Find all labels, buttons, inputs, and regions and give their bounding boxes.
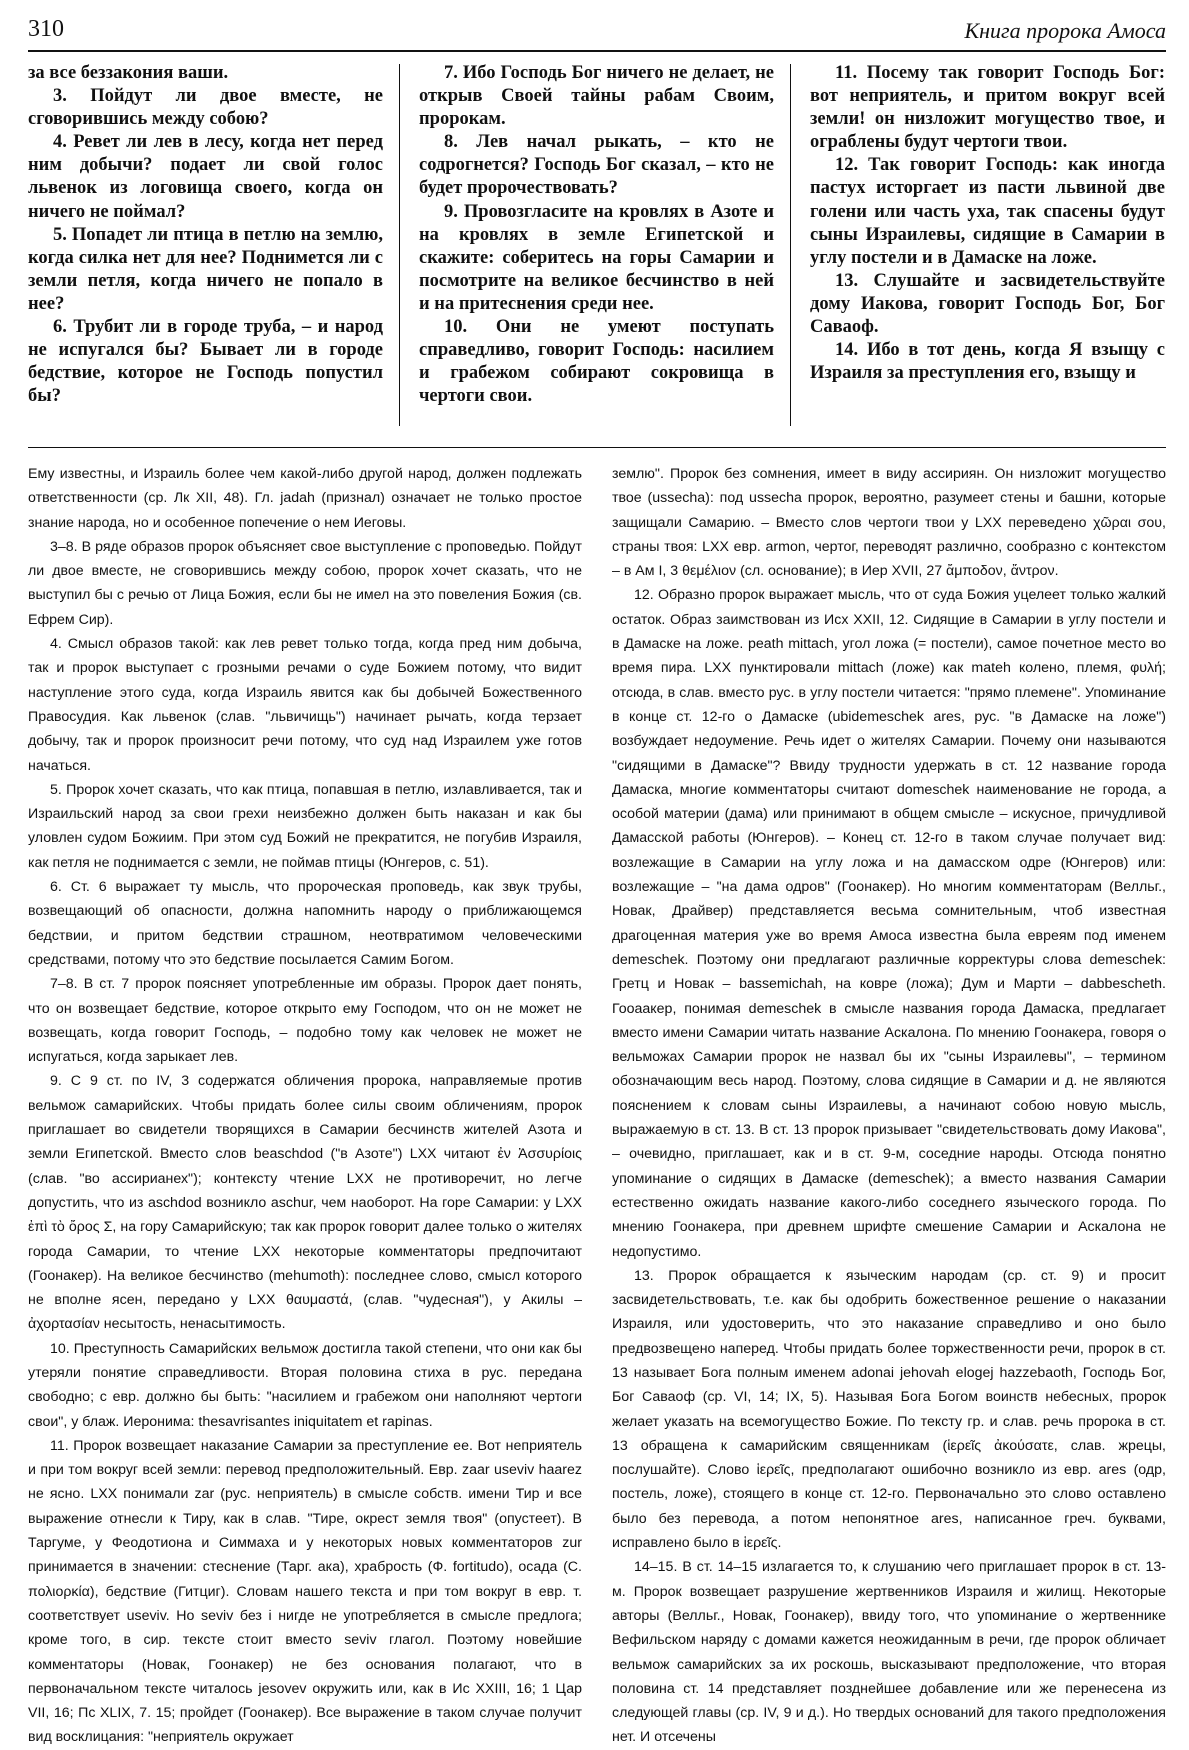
scripture-column-3: [810, 62, 1165, 385]
commentary-paragraph: землю". Пророк без сомнения, имеет в виду ассириян. Он низложит могущество твое (ussecha): под ussecha пророк, вероятно, разумеет стены и башни, которые защищали Самарию. – Вместо слов чертоги твои у LXX переведено χῶραι σου, страны твоя: LXX евр. armon, чертог, переводят различно, сообразно с контекстом – в Ам I, 3 θεμέλιον (сл. основание); в Иер XVII, 27 ἄμποδον, ἄντρον.: [612, 466, 1166, 580]
verse-11: 11. Посему так говорит Господь Бог: вот неприятель, и притом вокруг всей земли! он низложит могущество твое, и ограблены будут чертоги твои.: [810, 63, 1165, 153]
book-page: [28, 14, 1166, 1746]
verse-14: 14. Ибо в тот день, когда Я взыщу с Израиля за преступления его, взыщу и: [810, 340, 1165, 384]
column-divider: [790, 64, 791, 426]
commentary-paragraph: 9. С 9 ст. по IV, 3 содержатся обличения пророка, направляемые против вельмож самарийских. Чтобы придать более силы своим обличениям, пророк приглашает во свидетели творящихся в Самарии бесчинств жителей Азота и земли Египетской. Вместо слов beaschdod ("в Азоте") LXX читают ἐν Ἀσσυρίοις (слав. "во ассирианех"); контексту чтение LXX не противоречит, но легче допустить, что из aschdod возникло aschur, чем наоборот. На горе Самарии: у LXX ἐπὶ τὸ ὄρος Σ, на гору Самарийскую; так как пророк говорит далее только о жителях города Самарии, то чтение LXX некоторые комментаторы предпочитают (Гоонакер). На великое бесчинство (mehumoth): последнее слово, смысл которого не вполне ясен, передано у LXX θαυμαστά, (слав. "чудесная"), у Акилы – ἀχορτασίαν несытость, ненасытимость.: [28, 1073, 582, 1333]
commentary-paragraph: 6. Ст. 6 выражает ту мысль, что пророческая проповедь, как звук трубы, возвещающий об опасности, должна напомнить народу о приближающемся бедствии, и притом бедствии страшном, неотвратимом человеческими средствами, потому что это бедствие посылается Самим Богом.: [28, 879, 582, 968]
verse-7: 7. Ибо Господь Бог ничего не делает, не открыв Своей тайны рабам Своим, пророкам.: [419, 63, 774, 130]
commentary-paragraph: 10. Преступность Самарийских вельмож достигла такой степени, что они как бы утеряли понятие справедливости. Вторая половина стиха в рус. передана свободно; с евр. должно бы быть: "насилием и грабежом они наполняют чертоги свои", у блаж. Иеронима: thesavrisantes iniquitatem et rapinas.: [28, 1340, 582, 1430]
page-number: 310: [28, 16, 64, 42]
page-header: [28, 14, 1166, 52]
commentary-paragraph: 11. Пророк возвещает наказание Самарии за преступление ее. Вот неприятель и при том вокруг всей земли: перевод предположительный. Евр. zaar useviv haarez не ясно. LXX понимали zar (рус. неприятель) в смысле собств. имени Тир и все выражение отнесли к Тиру, как в слав. "Тире, окрест земля твоя" (опустеет). В Таргуме, у Феодотиона и Симмаха и у некоторых новых комментаторов zur принимается в значении: стеснение (Тарг. ака), храбрость (Ф. fortitudo), осада (С. πολιορκία), бедствие (Гитциг). Словам нашего текста и при том вокруг в евр. т. соответствует useviv. Но seviv без і нигде не употребляется в смысле предлога; кроме того, в сир. тексте стоит вместо seviv глагол. Поэтому новейшие комментаторы (Новак, Гоонакер) не без основания полагают, что в первоначальном тексте читалось jesovev окружить или, как в Ис XXIII, 16; 1 Цар VII, 16; Пс XLIX, 7. 15; пройдет (Гоонакер). Все выражение в таком случае получит вид восклицания: "неприятель окружает: [28, 1437, 582, 1746]
commentary-paragraph: 13. Пророк обращается к языческим народам (ср. ст. 9) и просит засвидетельствовать, т.е. как бы одобрить божественное решение о наказании Израиля, или удостоверить, что это наказание справедливо и оно было предвозвещено наперед. Чтобы придать более торжественности речи, пророк в ст. 13 называет Бога полным именем adonai jehovah elogej hazzebaoth, Господь Бог, Бог Саваоф (ср. VI, 14; IX, 5). Называя Бога Богом воинств небесных, пророк желает указать на всемогущество Божие. По тексту гр. и слав. речь пророка в ст. 13 обращена к самарийским священникам (ἱερεῖς ἀκούσατε, слав. жрецы, послушайте). Слово ἱερεῖς, предполагают ошибочно возникло из евр. ares (одр, постель, ложе), стоящего в конце ст. 12-го. Первоначально это слово оставлено было без перевода, а потом непонятное ares, написанное греч. буквами, исправлено было в ἱερεῖς.: [612, 1267, 1166, 1552]
commentary-paragraph: 12. Образно пророк выражает мысль, что от суда Божия уцелеет только жалкий остаток. Образ заимствован из Исх XXII, 12. Сидящие в Самарии в углу постели и в Дамаске на ложе. peath mittach, угол ложа (= постели), самое почетное место во время пира. LXX пунктировали mittach (ложе) как mateh колено, племя, φυλή; отсюда, в слав. вместо рус. в углу постели читается: "прямо племене". Упоминание в конце ст. 12-го о Дамаске (ubidemeschek ares, рус. "в Дамаске на ложе") возбуждает недоумение. Речь идет о жителях Самарии. Почему они называются "сидящими в Дамаске"? Ввиду трудности удержать в ст. 12 название города Дамаска, многие комментаторы считают domeschek наименование не города, а особой материи (дама) или принимают в общем смысле – искусное, причудливой Дамасской работы (Юнгеров). – Конец ст. 12-го в таком случае получает вид: возлежащие в Самарии на углу ложа и на дамасском одре (Юнгеров) или: возлежащие – "на дама одров" (Гоонакер). Но многим комментаторам (Велльг., Новак, Драйвер) представляется весьма сомнительным, чтоб известная драгоценная материя уже во время Амоса известна была евреям под именем demeschek. Поэтому они предлагают различные корректуры слова demeschek: Гретц и Новак – bassemichah, на ковре (ложа); Дум и Марти – dabbescheth. Гооаакер, понимая demeschek в смысле названия города Дамаска, предлагает вместо имени Самарии читать название Аскалона. По мнению Гоонакера, говоря о вельможах Самарии пророк не назвал бы их "сыны Израилевы", – термином обозначающим весь народ. Поэтому, слова сидящие в Самарии и д. не являются пояснением к словам сыны Израилевы, а начинают собою новую мысль, выражаемую в ст. 13. В ст. 13 пророк призывает "свидетельствовать дому Иакова", – очевидно, приглашает, как и в ст. 9-м, соседние народы. Отсюда понятно упоминание о сидящих в Дамаске (demeschek); а вместо названия Самарии естественно ожидать название какого-либо соседнего языческого города. По мнению Гоонакера, при древнем шрифте смешение Самарии и Аскалона не недопустимо.: [612, 587, 1166, 1260]
commentary-paragraph: Ему известны, и Израиль более чем какой-либо другой народ, должен подлежать ответственности (ср. Лк XII, 48). Гл. jadah (признал) означает не только простое знание народа, но и особенное попечение о нем Иеговы.: [28, 466, 582, 531]
scripture-column-1: [28, 62, 383, 408]
verse-4: 4. Ревет ли лев в лесу, когда нет перед ним добычи? подает ли свой голос львенок из логовища своего, когда он ничего не поймал?: [28, 132, 383, 222]
commentary-paragraph: 14–15. В ст. 14–15 излагается то, к слушанию чего приглашает пророк в ст. 13-м. Пророк возвещает разрушение жертвенников Израиля и жилищ. Некоторые авторы (Велльг., Новак, Гоонакер), ввиду того, что упоминание о жертвеннике Вефильском наряду с домами кажется неожиданным в речи, где пророк обличает вельмож самарийских за их роскошь, высказывают предположение, что вторая половина ст. 14 представляет позднейшее добавление или же перенесена из следующей главы (ср. IV, 9 и д.). Но твердых оснований для такого предположения нет. И отсечены: [612, 1559, 1166, 1746]
commentary-paragraph: 4. Смысл образов такой: как лев ревет только тогда, когда пред ним добыча, так и пророк выступает с грозными речами о суде Божием потому, что видит наступление этого суда, когда Израиль явится как бы добычей Божественного Правосудия. Как львенок (слав. "львичищь") начинает рычать, когда терзает добычу, так и пророк произносит речи потому, что суд над Израилем уже готов начаться.: [28, 636, 582, 774]
verse-9: 9. Провозгласите на кровлях в Азоте и на кровлях в земле Египетской и скажите: соберитесь на горы Самарии и посмотрите на великое бесчинство в ней и на притеснения среди нее.: [419, 201, 774, 314]
scripture-text: [28, 62, 1166, 448]
verse-10: 10. Они не умеют поступать справедливо, говорит Господь: насилием и грабежом собирают сокровища в чертоги свои.: [419, 317, 774, 407]
commentary-paragraph: 5. Пророк хочет сказать, что как птица, попавшая в петлю, излавливается, так и Израильский народ за свои грехи неизбежно должен быть наказан и как бы уловлен судом Божиим. При этом суд Божий не прекратится, не погубив Израиля, как петля не поднимается с земли, не поймав птицы (Юнгеров, с. 51).: [28, 781, 582, 871]
verse-12: 12. Так говорит Господь: как иногда пастух исторгает из пасти львиной две голени или часть уха, так спасены будут сыны Израилевы, сидящие в Самарии в углу постели и в Дамаске на ложе.: [810, 155, 1165, 268]
verse-5: 5. Попадет ли птица в петлю на землю, когда силка нет для нее? Поднимется ли с земли петля, когда ничего не попало в нее?: [28, 224, 383, 314]
verse-3: 3. Пойдут ли двое вместе, не сговорившись между собою?: [28, 86, 383, 130]
book-title: Книга пророка Амоса: [964, 18, 1166, 43]
commentary-column-1: [28, 462, 582, 1750]
verse-2-end: за все беззакония ваши.: [28, 63, 229, 83]
column-divider: [399, 64, 400, 426]
commentary-column-2: [612, 462, 1166, 1750]
verse-8: 8. Лев начал рыкать, – кто не содрогнется? Господь Бог сказал, – кто не будет пророчествовать?: [419, 132, 774, 199]
scripture-column-2: [419, 62, 774, 408]
verse-6: 6. Трубит ли в городе труба, – и народ не испугался бы? Бывает ли в городе бедствие, которое не Господь попустил бы?: [28, 317, 383, 407]
commentary-text: [28, 462, 1166, 1746]
commentary-paragraph: 7–8. В ст. 7 пророк поясняет употребленные им образы. Пророк дает понять, что он возвещает бедствие, которое открыто ему Господом, что он не может не возвещать, когда говорит Господь, – подобно тому как человек не может не испугаться, когда зарыкает лев.: [28, 976, 582, 1066]
verse-13: 13. Слушайте и засвидетельствуйте дому Иакова, говорит Господь Бог, Бог Саваоф.: [810, 270, 1165, 338]
commentary-paragraph: 3–8. В ряде образов пророк объясняет свое выступление с проповедью. Пойдут ли двое вместе, не сговорившись между собою, пророк хочет сказать, что не выступил бы с речью от Лица Божия, если бы не имел на это повеления Божия (св. Ефрем Сир).: [28, 538, 582, 628]
